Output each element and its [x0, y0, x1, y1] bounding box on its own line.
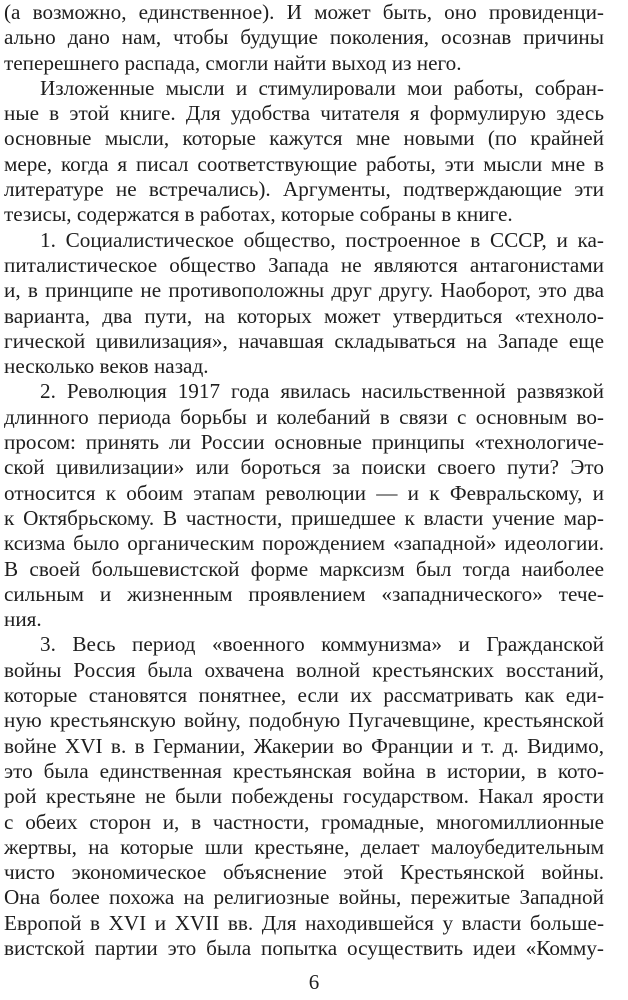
- text-line: войне XVI в. в Германии, Жакерии во Франции и т. д. Видимо,: [4, 733, 604, 758]
- text-line: сильным и жизненным проявлением «западнического» тече-: [4, 581, 604, 606]
- text-line: и, в принципе не противоположны друг другу. Наоборот, это два: [4, 278, 604, 303]
- text-line: чисто экономическое объяснение этой Крестьянской войны.: [4, 860, 604, 885]
- text-line: к Октябрьскому. В частности, пришедшее к власти учение мар-: [4, 505, 604, 530]
- text-line: гической цивилизация», начавшая складываться на Западе еще: [4, 328, 604, 353]
- text-line: относится к обоим этапам революции — и к Февральскому, и: [4, 480, 604, 505]
- text-line: варианта, два пути, на которых может утвердиться «техноло-: [4, 303, 604, 328]
- text-line: просом: принять ли России основные принципы «технологиче-: [4, 430, 604, 455]
- text-line: несколько веков назад.: [4, 354, 209, 379]
- page-body-text: [4, 0, 604, 961]
- text-line: длинного периода борьбы и колебаний в связи с основным во-: [4, 404, 604, 429]
- text-line: В своей большевистской форме марксизм был тогда наиболее: [4, 556, 604, 581]
- text-line: войны Россия была охвачена волной крестьянских восстаний,: [4, 657, 604, 682]
- text-line: тезисы, содержатся в работах, которые собраны в книге.: [4, 202, 513, 227]
- text-line: которые становятся понятнее, если их рассматривать как еди-: [4, 683, 604, 708]
- text-line: основные мысли, которые кажутся мне новыми (по крайней: [4, 126, 604, 151]
- text-line: ные в этой книге. Для удобства читателя я формулирую здесь: [4, 101, 604, 126]
- page-number: 6: [308, 970, 320, 994]
- text-line: ксизма было органическим порождением «западной» идеологии.: [4, 531, 604, 556]
- text-line: литературе не встречались). Аргументы, подтверждающие эти: [4, 177, 604, 202]
- text-line: 2. Революция 1917 года явилась насильственной развязкой: [40, 379, 604, 404]
- text-line: теперешнего распада, смогли найти выход из него.: [4, 50, 462, 75]
- text-line: (а возможно, единственное). И может быть, оно провиденци-: [4, 0, 604, 24]
- text-line: Европой в XVI и XVII вв. Для находившейся у власти больше-: [4, 910, 604, 935]
- text-line: это была единственная крестьянская война в истории, в кото-: [4, 758, 604, 783]
- text-line: Изложенные мысли и стимулировали мои работы, собран-: [40, 75, 604, 100]
- text-line: мере, когда я писал соответствующие работы, эти мысли мне в: [4, 151, 604, 176]
- text-line: ную крестьянскую войну, подобную Пугачевщине, крестьянской: [4, 708, 604, 733]
- text-line: 1. Социалистическое общество, построенное в СССР, и ка-: [40, 227, 604, 252]
- text-line: с обеих сторон и, в частности, громадные, многомиллионные: [4, 809, 604, 834]
- text-line: питалистическое общество Запада не являются антагонистами: [4, 252, 604, 277]
- text-line: 3. Весь период «военного коммунизма» и Гражданской: [40, 632, 604, 657]
- text-line: жертвы, на которые шли крестьяне, делает малоубедительным: [4, 834, 604, 859]
- text-line: ской цивилизации» или бороться за поиски своего пути? Это: [4, 455, 604, 480]
- text-line: ния.: [4, 607, 42, 632]
- text-line: вистской партии это была попытка осуществить идеи «Комму-: [4, 935, 604, 960]
- text-line: Она более похожа на религиозные войны, пережитые Западной: [4, 885, 604, 910]
- text-line: рой крестьяне не были побеждены государством. Накал ярости: [4, 784, 604, 809]
- text-line: ально дано нам, чтобы будущие поколения, осознав причины: [4, 25, 604, 50]
